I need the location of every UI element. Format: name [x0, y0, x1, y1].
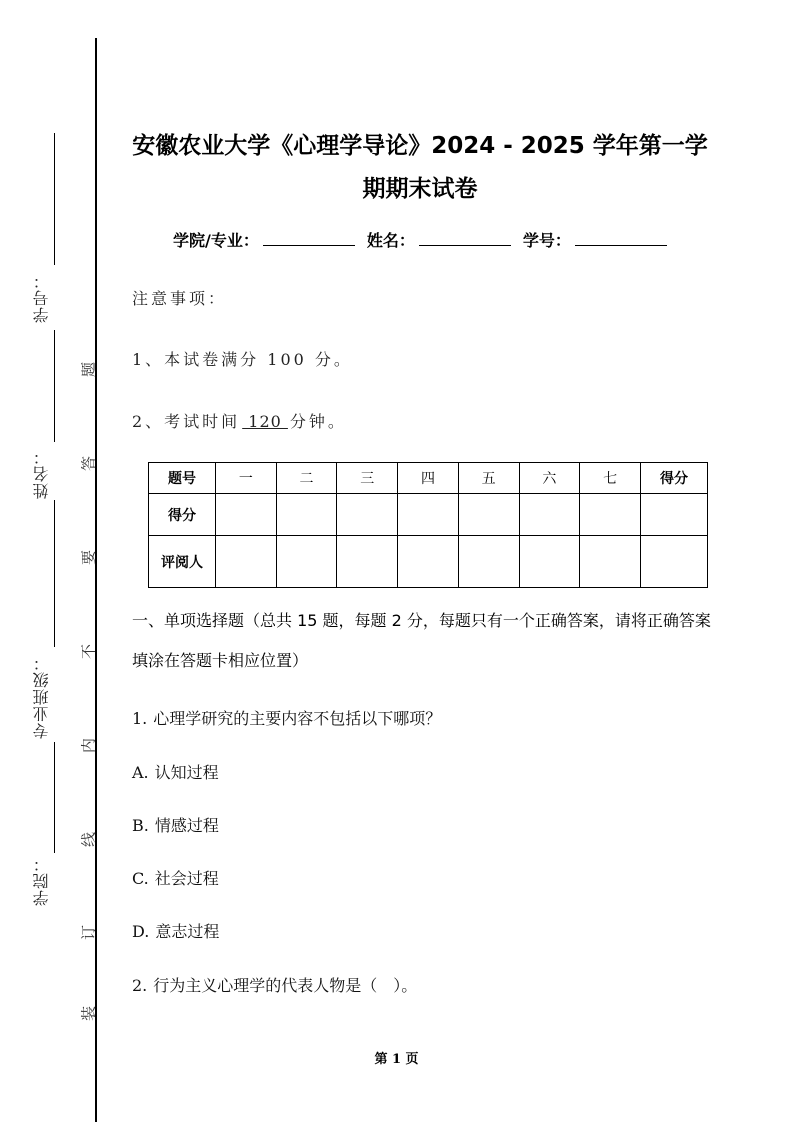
note-item-1: 1、本试卷满分 100 分。: [132, 350, 353, 369]
score-table-row: [149, 494, 708, 536]
option-a: [132, 760, 219, 783]
seal-char: 装: [79, 1006, 98, 1022]
option-b: [132, 813, 219, 836]
row-label: 评阅人: [149, 536, 216, 588]
seal-char: 不: [79, 644, 98, 660]
student-info-fields: [150, 228, 690, 251]
option-key: C.: [132, 869, 149, 888]
header-cell: 六: [519, 463, 580, 494]
header-cell: 七: [580, 463, 641, 494]
score-table: [148, 462, 708, 588]
header-cell: 二: [276, 463, 337, 494]
college-major-blank[interactable]: [263, 229, 355, 246]
option-text: 意志过程: [155, 922, 220, 941]
header-cell: 一: [216, 463, 277, 494]
field-label: 姓名：: [366, 231, 415, 250]
question-1: [132, 706, 441, 729]
exam-title-line1: 安徽农业大学《心理学导论》2024 - 2025 学年第一学: [132, 133, 708, 159]
score-cell[interactable]: [458, 494, 519, 536]
score-cell[interactable]: [398, 494, 459, 536]
score-cell[interactable]: [276, 494, 337, 536]
margin-underline-student-id: [54, 133, 55, 265]
score-cell[interactable]: [337, 494, 398, 536]
name-blank[interactable]: [419, 229, 511, 246]
seal-char: 线: [79, 832, 98, 848]
option-c: [132, 866, 219, 889]
option-d: [132, 919, 219, 942]
header-cell: 题号: [149, 463, 216, 494]
reviewer-cell[interactable]: [398, 536, 459, 588]
reviewer-cell[interactable]: [216, 536, 277, 588]
margin-underline-class: [54, 497, 55, 647]
page-number: 第 1 页: [374, 1052, 419, 1067]
question-2: [132, 973, 417, 996]
question-text: 心理学研究的主要内容不包括以下哪项？: [153, 709, 442, 728]
notes-heading: 注意事项：: [132, 289, 228, 308]
seal-char: 订: [79, 925, 98, 941]
header-cell: 五: [458, 463, 519, 494]
section-1-title: 一、单项选择题（总共 15 题，每题 2 分，每题只有一个正确答案，请将正确答案填涂在答题卡相应位置）: [132, 611, 711, 670]
score-cell[interactable]: [519, 494, 580, 536]
option-text: 情感过程: [154, 816, 219, 835]
reviewer-cell[interactable]: [458, 536, 519, 588]
score-cell[interactable]: [641, 494, 708, 536]
note-item-2-suffix: 分钟。: [289, 412, 347, 431]
margin-label-class: 专业班级：: [30, 652, 56, 742]
exam-duration-value: 120: [242, 412, 288, 431]
margin-label-name: 姓名：: [30, 448, 56, 500]
score-table-row: [149, 536, 708, 588]
binding-line: [95, 38, 97, 1122]
score-cell[interactable]: [580, 494, 641, 536]
note-item-2-prefix: 2、考试时间: [132, 412, 241, 431]
question-number: 2.: [132, 976, 148, 995]
question-text: 行为主义心理学的代表人物是（ ）。: [153, 976, 418, 995]
margin-label-college: 学院：: [30, 855, 56, 907]
header-cell: 得分: [641, 463, 708, 494]
reviewer-cell[interactable]: [337, 536, 398, 588]
option-text: 社会过程: [154, 869, 219, 888]
score-cell[interactable]: [216, 494, 277, 536]
reviewer-cell[interactable]: [276, 536, 337, 588]
score-table-header-row: [149, 463, 708, 494]
exam-title-line2: 期期末试卷: [362, 176, 478, 202]
field-label: 学院/专业：: [173, 231, 259, 250]
field-label: 学号：: [522, 231, 571, 250]
seal-char: 要: [79, 550, 98, 566]
margin-underline-name: [54, 330, 55, 442]
option-key: A.: [132, 763, 149, 782]
note-item-2: [132, 409, 347, 432]
seal-char: 内: [79, 738, 98, 754]
reviewer-cell[interactable]: [641, 536, 708, 588]
question-number: 1.: [132, 709, 148, 728]
header-cell: 四: [398, 463, 459, 494]
option-key: D.: [132, 922, 150, 941]
row-label: 得分: [149, 494, 216, 536]
field-name: [367, 228, 511, 251]
seal-char: 答: [79, 456, 98, 472]
header-cell: 三: [337, 463, 398, 494]
student-id-blank[interactable]: [575, 229, 667, 246]
option-key: B.: [132, 816, 149, 835]
reviewer-cell[interactable]: [519, 536, 580, 588]
margin-label-student-id: 学号：: [30, 272, 56, 324]
margin-underline-college: [54, 741, 55, 853]
seal-char: 题: [79, 362, 98, 378]
field-college-major: [173, 228, 355, 251]
field-student-id: [523, 228, 667, 251]
option-text: 认知过程: [154, 763, 219, 782]
reviewer-cell[interactable]: [580, 536, 641, 588]
